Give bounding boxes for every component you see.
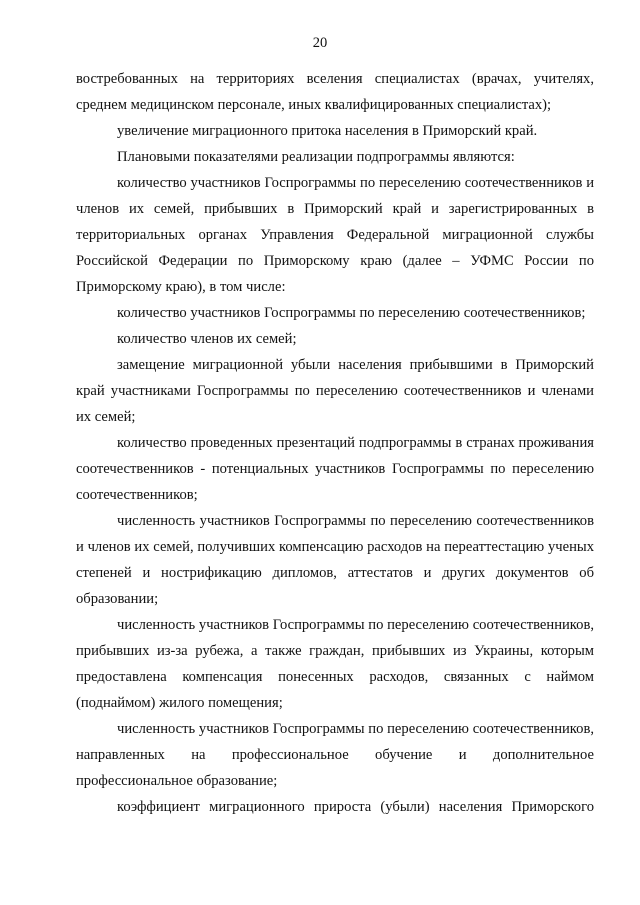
paragraph-participants-subitem: количество участников Госпрограммы по переселению соотечественников; [117,305,586,321]
paragraph-presentations: количество проведенных презентаций подпрограммы в странах проживания соотечественников - потенциальных участников Госпрограммы по переселению соотечественников; [76,435,594,503]
paragraph-family-members: количество членов их семей; [117,331,297,347]
paragraph-professional-training: численность участников Госпрограммы по переселению соотечественников, направленных на профессиональное обучение и дополнительное профессиональное образование; [76,721,594,789]
document-body [76,66,594,820]
paragraph-migration-loss: замещение миграционной убыли населения прибывшими в Приморский край участниками Госпрограммы по переселению соотечественников и членами их семей; [76,357,594,425]
paragraph-participants-count: количество участников Госпрограммы по переселению соотечественников и членов их семей, прибывших в Приморский край и зарегистрированных в территориальных органах Управления Федеральной миграционной службы Российской Федерации по Приморскому краю (далее – УФМС России по Приморскому краю), в том числе: [76,175,594,295]
paragraph-migration-coefficient: коэффициент миграционного прироста (убыли) населения Приморского [117,799,594,815]
paragraph-planned-indicators: Плановыми показателями реализации подпрограммы являются: [117,149,515,165]
paragraph-housing-compensation: численность участников Госпрограммы по переселению соотечественников, прибывших из-за рубежа, а также граждан, прибывших из Украины, которым предоставлена компенсация понесенных расходов, связанных с наймом (поднаймом) жилого помещения; [76,617,594,711]
paragraph-migration-inflow: увеличение миграционного притока населения в Приморский край. [117,123,538,139]
paragraph-continuation: востребованных на территориях вселения специалистах (врачах, учителях, среднем медицинском персонале, иных квалифицированных специалистах); [76,71,594,113]
page-number: 20 [312,35,328,51]
paragraph-degree-compensation: численность участников Госпрограммы по переселению соотечественников и членов их семей, получивших компенсацию расходов на переаттестацию ученых степеней и нострификацию дипломов, аттестатов и других документов об образовании; [76,513,594,607]
